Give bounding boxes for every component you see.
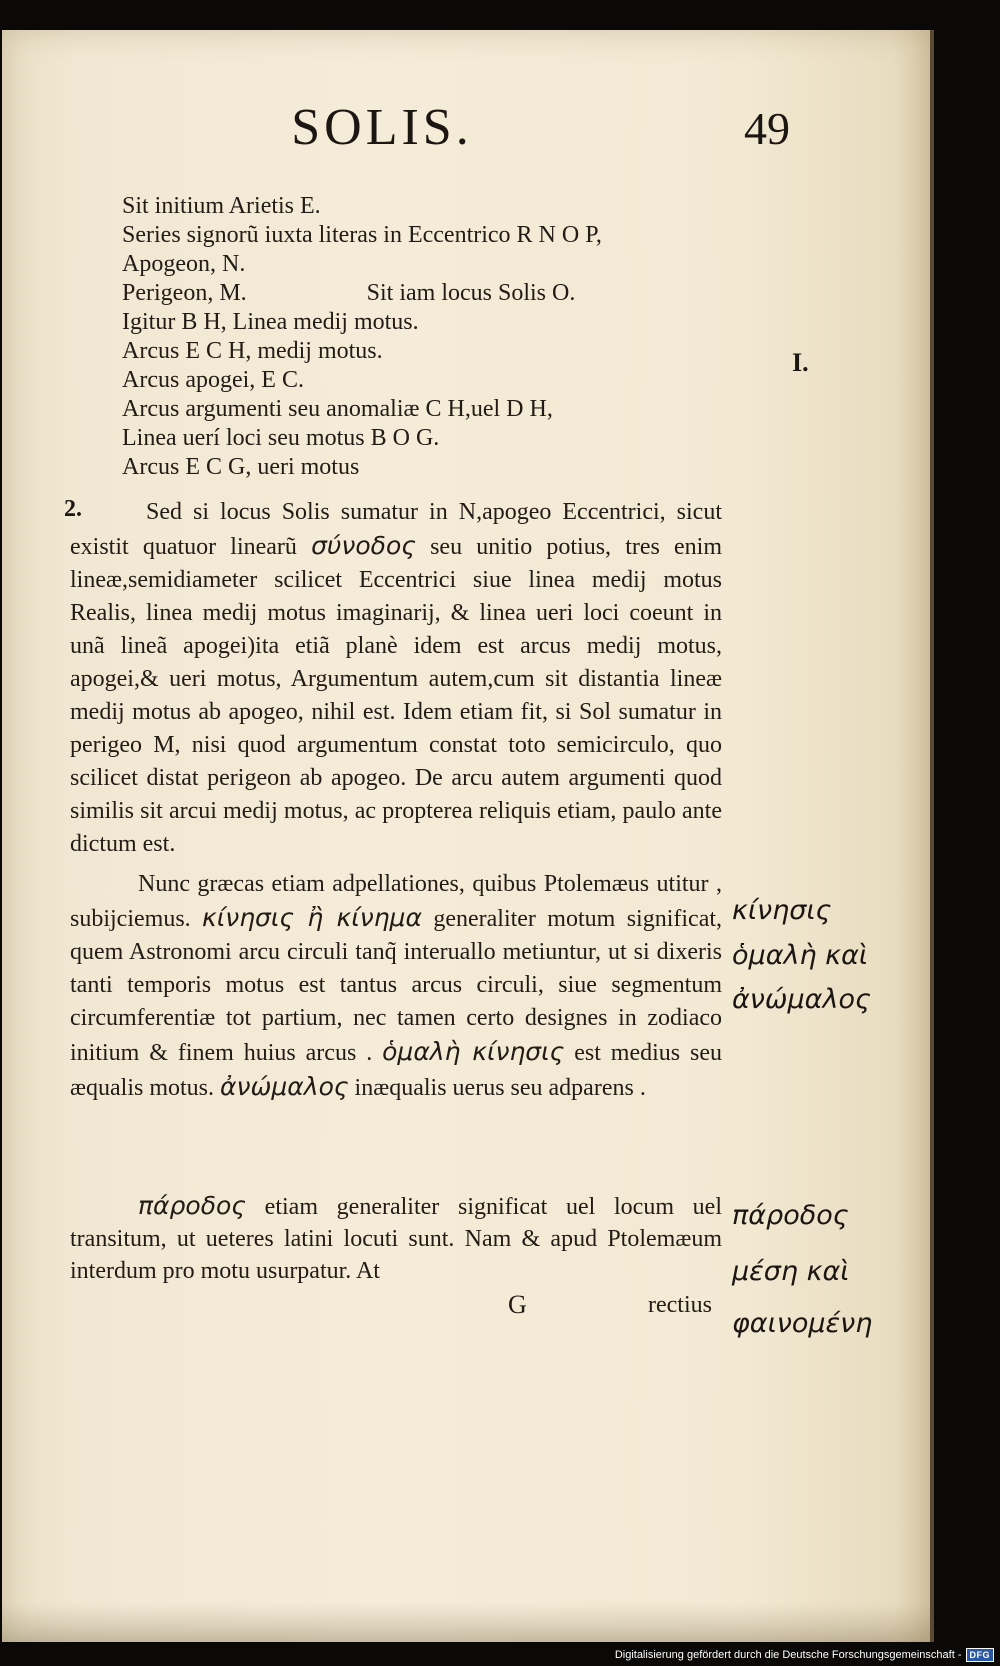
greek-term-parodos: πάροδος xyxy=(138,1191,246,1220)
marginal-gloss: φαινομένη xyxy=(732,1308,873,1339)
greek-term-synodos: σύνοδος xyxy=(311,531,416,560)
catchword: rectius xyxy=(648,1292,712,1318)
credit-text: Digitalisierung gefördert durch die Deutsche Forschungsgemeinschaft - xyxy=(614,1649,962,1661)
greek-term-homale-kinesis: ὁμαλὴ κίνησις xyxy=(382,1037,565,1066)
marginal-gloss: ἀνώμαλος xyxy=(732,984,871,1015)
paragraph-three xyxy=(70,1190,722,1287)
page-sheet xyxy=(2,30,934,1642)
digitization-credit xyxy=(615,1648,994,1662)
paragraph-one-text-a: Sed si locus Solis sumatur in N,apogeo Eccentrici, sicut existit quatuor linearũ xyxy=(70,499,722,560)
paragraph-two xyxy=(70,868,722,1105)
definition-line: Sit initium Arietis E. xyxy=(122,193,321,219)
marginal-gloss: κίνησις xyxy=(732,895,832,926)
definition-line-perigeon xyxy=(122,279,722,308)
definition-continuation: Sit iam locus Solis O. xyxy=(366,280,576,306)
definition-line: Linea uerí loci seu motus B O G. xyxy=(122,425,440,451)
paragraph-three-text: etiam generaliter significat uel locum uel transitum, ut ueteres latini locuti sunt. Nam & apud Ptolemæum interdum pro motu usurpatur. At xyxy=(70,1194,723,1284)
page-number: 49 xyxy=(744,103,790,154)
definition-line: Series signorũ iuxta literas in Eccentrico R N O P, xyxy=(122,222,602,248)
running-title: SOLIS. xyxy=(291,99,473,156)
paragraph-two-text-a: Nunc græcas etiam adpellationes, quibus Ptolemæus utitur , subijciemus. xyxy=(70,871,722,932)
paragraph-two-text-c: est medius seu æqualis motus. xyxy=(70,1040,723,1101)
definition-line: Apogeon, N. xyxy=(122,251,246,277)
definition-text: Perigeon, M. xyxy=(122,280,247,306)
signature-mark: G xyxy=(508,1290,527,1319)
greek-term-kinesis: κίνησις ἢ κίνημα xyxy=(202,903,422,932)
paragraph-two-text-b: generaliter motum significat, quem Astronomi arcu circuli tanq̃ interuallo metiuntur, ut si dixeris tanti temporis motus est tantus arcus circuli, siue segmentum circumferentiæ tot partium, nec tamen certo designes in zodiaco initium & finem huius arcus . xyxy=(70,906,723,1066)
marginal-gloss: πάροδος xyxy=(732,1200,849,1231)
marginal-gloss: μέση καὶ xyxy=(732,1256,850,1287)
margin-number-one: I. xyxy=(792,348,809,377)
definition-line: Arcus E C H, medij motus. xyxy=(122,338,383,364)
marginal-gloss: ὁμαλὴ καὶ xyxy=(732,940,869,971)
paragraph-one xyxy=(70,496,722,861)
greek-term-anomalos: ἀνώμαλος xyxy=(220,1072,349,1101)
paragraph-one-text-b: seu unitio potius, tres enim lineæ,semidiameter scilicet Eccentrici siue linea medij motus Realis, linea medij motus imaginarij, & linea ueri loci coeunt in unã lineã apogei)ita etiã planè idem est arcus medij motus, apogei,& ueri motus, Argumentum autem,cum sit distantia lineæ medij motus ab apogeo, nihil est. Idem etiam fit, si Sol sumatur in perigeo M, nisi quod argumentum constat toto semicirculo, quo scilicet distat perigeon ab apogeo. De arcu autem argumenti quod similis sit arcui medij motus, ac propterea reliquis etiam, paulo ante dictum est. xyxy=(70,534,723,857)
definition-line: Arcus E C G, ueri motus xyxy=(122,454,360,480)
definition-line: Arcus argumenti seu anomaliæ C H,uel D H, xyxy=(122,396,553,422)
dfg-logo: DFG xyxy=(966,1648,995,1662)
definition-line: Arcus apogei, E C. xyxy=(122,367,304,393)
paragraph-two-text-d: inæqualis uerus seu adparens . xyxy=(354,1075,646,1101)
definition-line: Igitur B H, Linea medij motus. xyxy=(122,309,419,335)
margin-number-two: 2. xyxy=(64,496,82,522)
definitions-list xyxy=(122,192,722,482)
